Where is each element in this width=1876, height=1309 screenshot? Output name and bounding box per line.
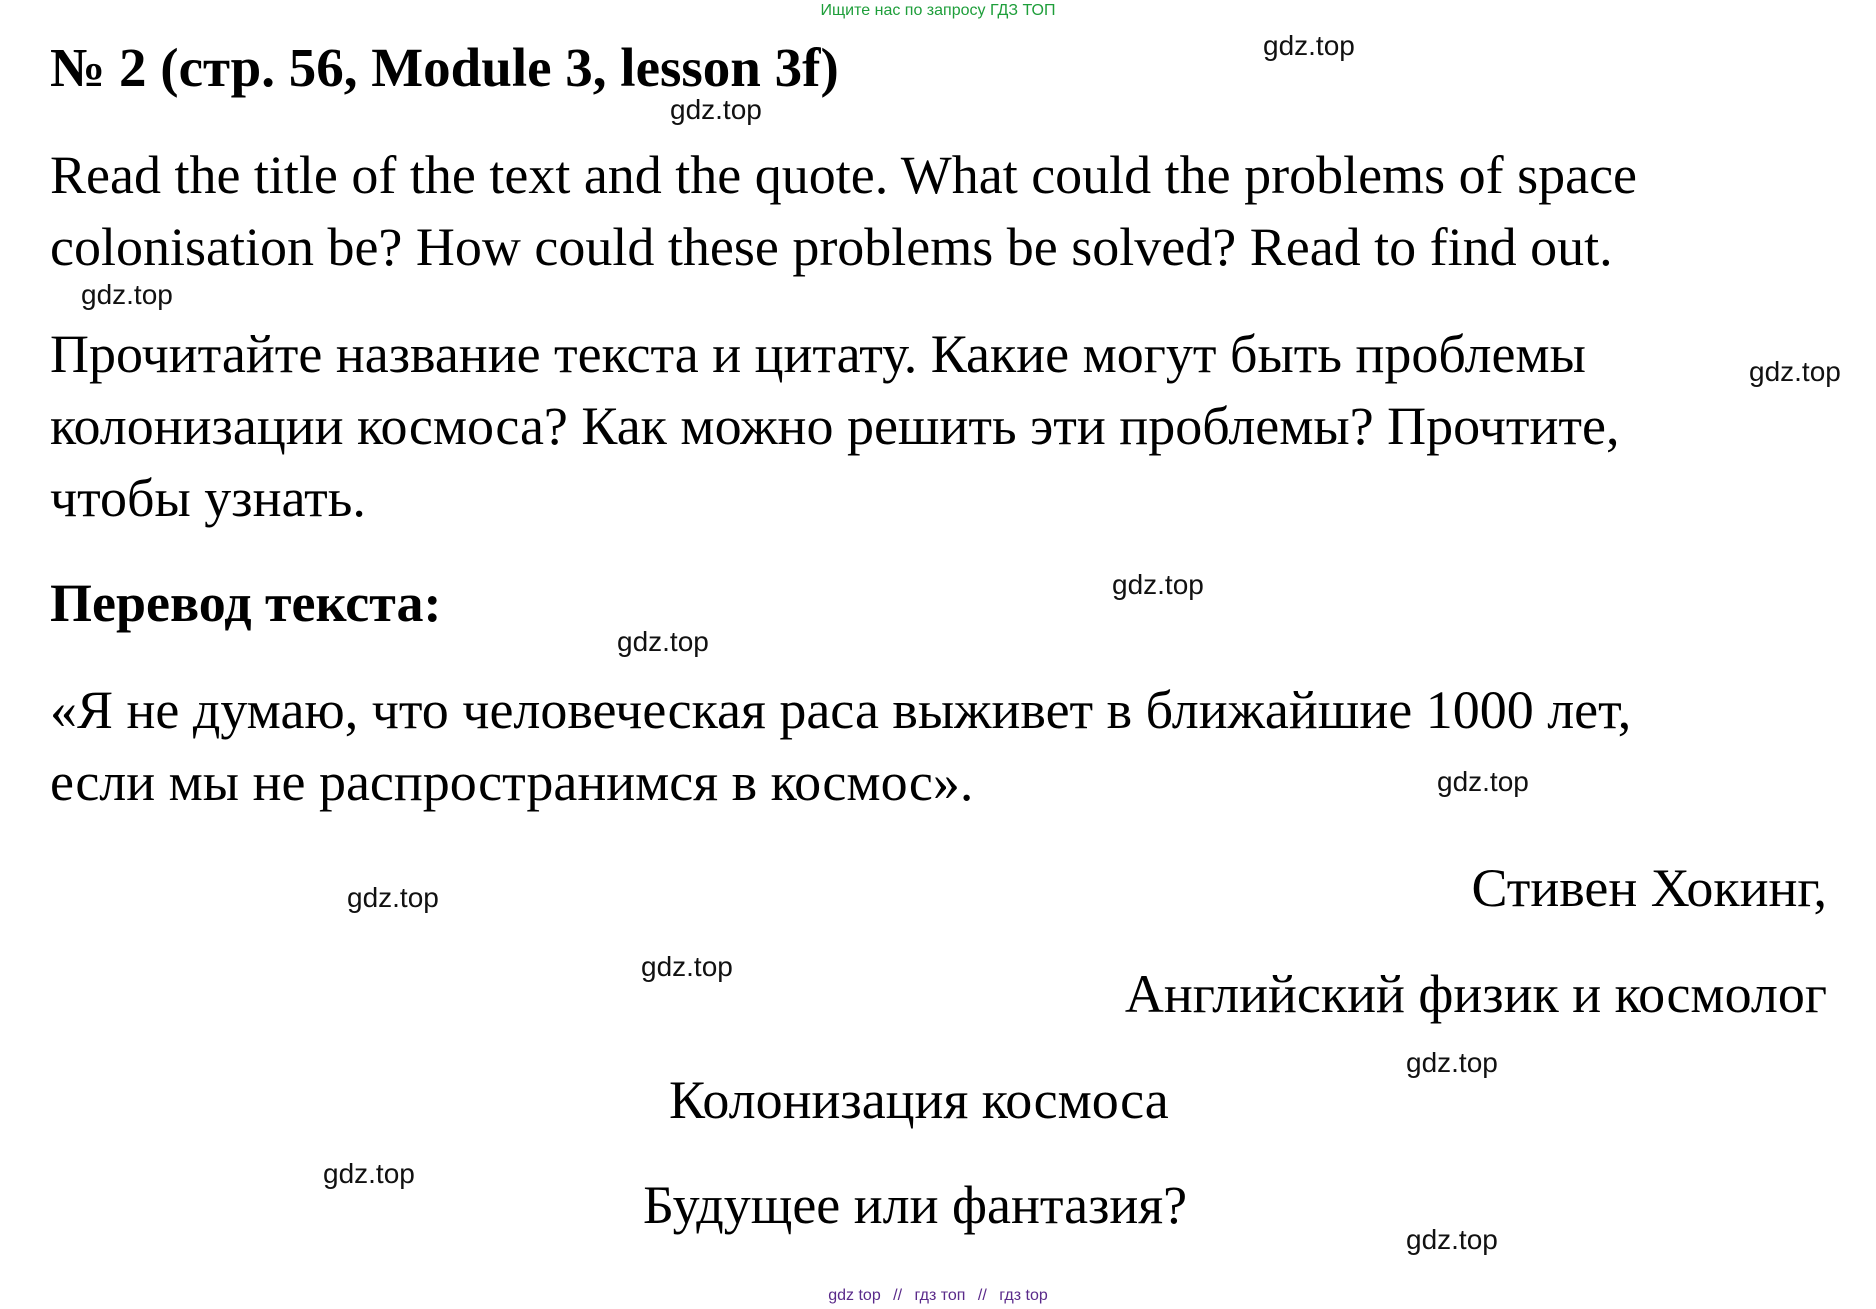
- footer-link[interactable]: гдз top: [999, 1287, 1048, 1304]
- search-hint: Ищите нас по запросу ГДЗ ТОП: [820, 2, 1056, 19]
- quote-line: «Я не думаю, что человеческая раса выживет в ближайшие 1000 лет,: [50, 680, 1632, 740]
- russian-task-line: чтобы узнать.: [50, 468, 366, 528]
- watermark: gdz.top: [641, 951, 733, 982]
- watermark: gdz.top: [1437, 766, 1529, 797]
- quote-line: если мы не распространимся в космос».: [50, 752, 974, 812]
- watermark: gdz.top: [1749, 356, 1841, 387]
- english-task-line: Read the title of the text and the quote. What could the problems of space: [50, 145, 1638, 205]
- text-title-line1: Колонизация космоса: [669, 1070, 1169, 1130]
- russian-task: [50, 318, 1619, 534]
- watermark: gdz.top: [617, 626, 709, 657]
- author-title: Английский физик и космолог: [1124, 964, 1827, 1024]
- footer-separator: //: [977, 1287, 987, 1304]
- russian-task-line: колонизации космоса? Как можно решить эти проблемы? Прочтите,: [50, 396, 1620, 456]
- footer-link[interactable]: гдз топ: [914, 1287, 966, 1304]
- footer-links: [0, 1287, 1876, 1305]
- text-title-line2: Будущее или фантазия?: [643, 1175, 1188, 1235]
- watermark: gdz.top: [1406, 1224, 1498, 1255]
- watermark: gdz.top: [1112, 569, 1204, 600]
- author-name: Стивен Хокинг,: [1471, 858, 1827, 918]
- english-task: [50, 139, 1637, 283]
- english-task-line: colonisation be? How could these problems be solved? Read to find out.: [50, 217, 1613, 277]
- watermark: gdz.top: [670, 94, 762, 125]
- translation-heading: Перевод текста:: [50, 573, 442, 633]
- watermark: gdz.top: [1406, 1047, 1498, 1078]
- footer-link[interactable]: gdz top: [828, 1287, 881, 1304]
- watermark: gdz.top: [1263, 30, 1355, 61]
- russian-task-line: Прочитайте название текста и цитату. Какие могут быть проблемы: [50, 324, 1586, 384]
- watermark: gdz.top: [347, 882, 439, 913]
- quote: [50, 674, 1631, 818]
- watermark: gdz.top: [81, 279, 173, 310]
- watermark: gdz.top: [323, 1158, 415, 1189]
- page-title: № 2 (стр. 56, Module 3, lesson 3f): [50, 37, 839, 98]
- footer-separator: //: [893, 1287, 903, 1304]
